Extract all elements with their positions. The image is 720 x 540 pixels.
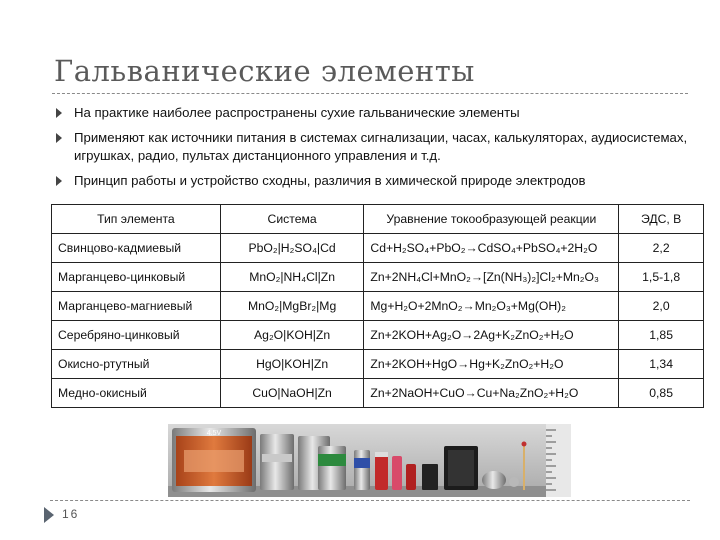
table-header-row	[52, 205, 704, 234]
bullet-arrow-icon	[56, 176, 62, 186]
footer-divider	[50, 500, 690, 501]
header-cell-emf: ЭДС, В	[619, 205, 704, 234]
table-row	[52, 379, 704, 408]
page-arrow-icon	[44, 507, 54, 523]
cell-type: Серебряно-цинковый	[52, 321, 221, 350]
page-number: 16	[62, 507, 80, 521]
bullet-text: Принцип работы и устройство сходны, различия в химической природе электродов	[74, 173, 586, 188]
bullet-text: На практике наиболее распространены сухие гальванические элементы	[74, 105, 520, 120]
table-row	[52, 321, 704, 350]
cell-system: MnO₂|MgBr₂|Mg	[220, 292, 364, 321]
cell-system: Ag₂O|KOH|Zn	[220, 321, 364, 350]
cell-system: MnO₂|NH₄Cl|Zn	[220, 263, 364, 292]
cell-emf: 0,85	[619, 379, 704, 408]
cell-reaction: Zn+2KOH+HgO→Hg+K₂ZnO₂+H₂O	[364, 350, 619, 379]
header-cell-reaction: Уравнение токообразующей реакции	[364, 205, 619, 234]
cell-system: CuO|NaOH|Zn	[220, 379, 364, 408]
cell-reaction: Cd+H₂SO₄+PbO₂→CdSO₄+PbSO₄+2H₂O	[364, 234, 619, 263]
bullet-item	[54, 129, 694, 165]
battery-label: 4.5V	[206, 430, 222, 437]
header-cell-type: Тип элемента	[52, 205, 221, 234]
cell-reaction: Zn+2NaOH+CuO→Cu+Na₂ZnO₂+H₂O	[364, 379, 619, 408]
bullet-arrow-icon	[56, 133, 62, 143]
cell-type: Марганцево-магниевый	[52, 292, 221, 321]
cell-type: Окисно-ртутный	[52, 350, 221, 379]
cell-reaction: Zn+2NH₄Cl+MnO₂→[Zn(NH₃)₂]Cl₂+Mn₂O₃	[364, 263, 619, 292]
cell-emf: 1,85	[619, 321, 704, 350]
batteries-photo	[168, 424, 571, 497]
cell-reaction: Zn+2KOH+Ag₂O→2Ag+K₂ZnO₂+H₂O	[364, 321, 619, 350]
bullet-list	[54, 104, 694, 197]
cell-emf: 1,34	[619, 350, 704, 379]
bullet-item	[54, 172, 694, 190]
cell-type: Медно-окисный	[52, 379, 221, 408]
cell-emf: 1,5-1,8	[619, 263, 704, 292]
header-cell-system: Система	[220, 205, 364, 234]
galvanic-cells-table	[51, 204, 704, 408]
cell-system: PbO₂|H₂SO₄|Cd	[220, 234, 364, 263]
cell-system: HgO|KOH|Zn	[220, 350, 364, 379]
cell-reaction: Mg+H₂O+2MnO₂→Mn₂O₃+Mg(OH)₂	[364, 292, 619, 321]
table-row	[52, 350, 704, 379]
table-row	[52, 292, 704, 321]
cell-emf: 2,0	[619, 292, 704, 321]
table-row	[52, 263, 704, 292]
cell-emf: 2,2	[619, 234, 704, 263]
slide-title: Гальванические элементы	[54, 54, 475, 88]
bullet-text: Применяют как источники питания в системах сигнализации, часах, калькуляторах, аудиосистемах, игрушках, радио, пультах дистанционного управления и т.д.	[74, 130, 688, 163]
cell-type: Марганцево-цинковый	[52, 263, 221, 292]
table-row	[52, 234, 704, 263]
bullet-arrow-icon	[56, 108, 62, 118]
cell-type: Свинцово-кадмиевый	[52, 234, 221, 263]
bullet-item	[54, 104, 694, 122]
title-divider	[52, 93, 688, 94]
